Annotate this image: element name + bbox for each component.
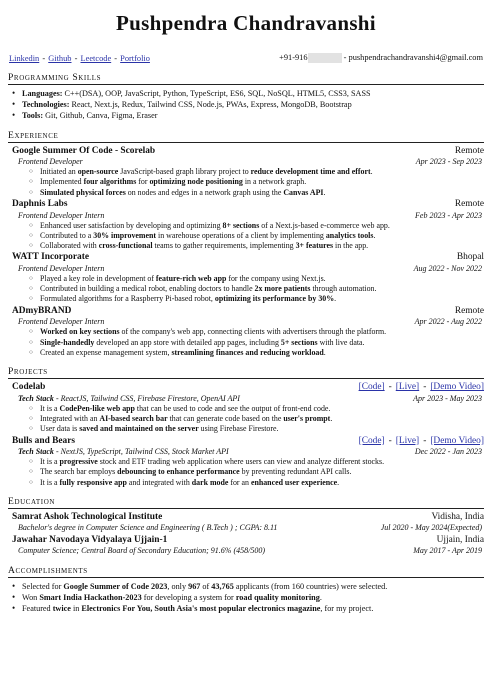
bullet-list [8, 327, 484, 358]
section-title: Experience [8, 130, 484, 143]
text-run: of a Next.js-based e-commerce web app. [259, 220, 390, 230]
text-run: using Firebase Firestore. [198, 424, 279, 434]
linkedin-link[interactable]: Linkedin [9, 53, 40, 63]
demo-video-link[interactable]: [Demo Video] [430, 382, 484, 393]
text-run: Contributed to a [40, 230, 94, 240]
bold-text: saved and maintained on the server [79, 424, 199, 434]
text-run: through automation. [310, 284, 377, 294]
portfolio-link[interactable]: Portfolio [120, 53, 150, 63]
list-item [40, 348, 484, 358]
tech-stack-values: - NextJS, TypeScript, Tailwind CSS, Stock Market API [53, 447, 229, 457]
list-item [40, 478, 484, 488]
list-item [40, 231, 484, 241]
email-address: - pushpendrachandravanshi4@gmail.com [343, 52, 483, 62]
job-role: Frontend Developer Intern [18, 317, 105, 327]
text-run: of the company's web app, connecting clients with advertisers through the platform. [119, 327, 387, 337]
text-run: developed an app store with detailed app pages, including [94, 337, 281, 347]
list-item [40, 414, 484, 424]
list-item [40, 284, 484, 294]
skill-label: Tools: [22, 111, 44, 121]
project-links [359, 382, 484, 394]
degree: Bachelor's degree in Computer Science and Engineering ( B.Tech ) ; CGPA: 8.11 [18, 523, 278, 533]
bold-text: CodePen-like web app [59, 403, 135, 413]
entry-subheader [8, 264, 484, 274]
skill-label: Languages: [22, 89, 63, 98]
text-run: in a network graph. [242, 177, 307, 187]
bold-text: analytics tools [325, 230, 374, 240]
leetcode-link[interactable]: Leetcode [80, 53, 112, 63]
bold-text: Simulated physical forces [40, 187, 126, 197]
bold-text: debouncing to enhance performance [117, 467, 240, 477]
bullet-list [8, 274, 484, 305]
tech-stack [18, 394, 240, 404]
bold-text: Canvas API [283, 187, 324, 197]
entry-location: Remote [454, 145, 484, 156]
entry-dates: Aug 2022 - Nov 2022 [413, 263, 482, 273]
text-run: for [136, 177, 150, 187]
link-separator: - [114, 53, 118, 63]
projects-list [8, 382, 484, 488]
school-name: Jawahar Navodaya Vidyalaya Ujjain-1 [12, 534, 168, 545]
text-run: that can generate code based on the [167, 413, 284, 423]
bold-text: Electronics For You, South Asia's most popular electronics magazine [81, 604, 321, 614]
list-item [40, 294, 484, 304]
list-item [40, 221, 484, 231]
entry-dates: Apr 2023 - May 2023 [413, 393, 482, 403]
profile-links [9, 54, 150, 63]
entry-dates: Dec 2022 - Jan 2023 [414, 447, 482, 457]
entry-subheader [8, 317, 484, 327]
text-run: It is a [40, 403, 60, 413]
text-run: in the app. [333, 241, 369, 251]
link-separator: - [423, 435, 427, 446]
bullet-list [8, 167, 484, 198]
text-run: Enhanced user satisfaction by developing and optimizing [40, 220, 223, 230]
link-separator: - [388, 435, 392, 446]
accomplishments-list [8, 581, 484, 615]
text-run: Collaborated with [40, 241, 99, 251]
entry-header [8, 382, 484, 394]
text-run: on nodes and edges in a network graph using the [125, 187, 284, 197]
entry-dates: Jul 2020 - May 2024(Expected) [380, 523, 482, 533]
bold-text: dark mode [191, 477, 229, 487]
project-name: Codelab [12, 382, 46, 393]
text-run: Contributed in building a medical robot, enabling doctors to handle [40, 284, 255, 294]
experience-entry [8, 146, 484, 198]
bold-text: 967 [188, 581, 201, 591]
entry-header [8, 512, 484, 524]
skills-list [8, 88, 484, 122]
text-run: Integrated with an [40, 413, 100, 423]
entry-location: Remote [454, 199, 484, 209]
experience-section [8, 130, 484, 359]
education-entry [8, 512, 484, 534]
entry-location: Vidisha, India [431, 511, 484, 522]
bold-text: enhanced user experience [250, 477, 338, 487]
bullet-list [8, 404, 484, 435]
text-run: Played a key role in development of [40, 273, 156, 283]
github-link[interactable]: Github [48, 53, 72, 63]
list-item [40, 327, 484, 337]
education-section [8, 496, 484, 557]
entry-header [8, 436, 484, 448]
text-run: . [323, 187, 326, 197]
text-run: , for my project. [320, 604, 374, 614]
company-name: ADmyBRAND [12, 305, 72, 316]
text-run: Selected for [22, 581, 64, 591]
text-run: stock and ETF trading web application where users can view and analyze different stocks. [97, 457, 385, 467]
bold-text: cross-functional [98, 241, 153, 251]
bullet-list [8, 457, 484, 488]
phone-number: +91-916 [279, 52, 308, 62]
text-run: It is a [40, 457, 60, 467]
list-item [40, 404, 484, 414]
text-run: User data is [40, 424, 80, 434]
entry-header [8, 252, 484, 264]
section-title: Projects [8, 366, 484, 379]
list-item [40, 424, 484, 434]
entry-dates: Apr 2023 - Sep 2023 [415, 157, 482, 167]
list-item [40, 274, 484, 284]
demo-video-link[interactable]: [Demo Video] [430, 435, 484, 446]
text-run: for an [228, 477, 251, 487]
list-item [22, 592, 484, 603]
entry-dates: Feb 2023 - Apr 2023 [415, 210, 482, 220]
text-run: by preventing redundant API calls. [239, 467, 352, 477]
company-name: Google Summer Of Code - Scorelab [12, 145, 156, 156]
entry-header [8, 146, 484, 158]
text-run: . [373, 230, 376, 240]
bold-text: Worked on key sections [40, 327, 120, 337]
bold-text: progressive [59, 457, 98, 467]
text-run: Initiated an [40, 167, 78, 177]
job-role: Frontend Developer [18, 157, 83, 167]
text-run: Formulated algorithms for a Raspberry Pi-based robot, [40, 294, 215, 304]
candidate-name: Pushpendra Chandravanshi [116, 11, 376, 35]
text-run: in warehouse operations of a client by implementing [156, 230, 326, 240]
text-run: JavaScript-based graph library project to [118, 167, 251, 177]
entry-dates: May 2017 - Apr 2019 [413, 546, 482, 556]
bold-text: twice [52, 604, 71, 614]
text-run: and integrated with [126, 477, 192, 487]
projects-section [8, 366, 484, 488]
link-separator: - [74, 53, 78, 63]
section-title: Programming Skills [8, 72, 484, 85]
bold-text: four algorithms [83, 177, 137, 187]
education-entry [8, 535, 484, 557]
text-run: . [370, 167, 373, 177]
entry-dates: Apr 2022 - Aug 2022 [414, 317, 482, 327]
text-run: of [200, 581, 212, 591]
tech-stack-label: Tech Stack [18, 393, 54, 403]
bold-text: road quality monitoring [235, 593, 320, 603]
bold-text: Single-handedly [40, 337, 95, 347]
bullet-list [8, 221, 484, 252]
text-run: It is a [40, 477, 60, 487]
entry-location: Bhopal [456, 252, 484, 263]
bold-text: open-source [77, 167, 119, 177]
degree: Computer Science; Central Board of Secondary Education; 91.6% (458/500) [18, 546, 265, 556]
text-run: teams to gather requirements, implementing [152, 241, 296, 251]
link-separator: - [423, 382, 427, 393]
bold-text: optimizing its performance by 30% [214, 294, 335, 304]
text-run: Created an expense management system, [40, 347, 172, 357]
skill-item [22, 88, 484, 99]
bold-text: reduce development time and effort [250, 167, 371, 177]
tech-stack [18, 447, 229, 457]
list-item [40, 188, 484, 198]
bold-text: 2x more patients [254, 284, 311, 294]
skill-item [22, 99, 484, 110]
bold-text: fully responsive app [59, 477, 127, 487]
tech-stack-label: Tech Stack [18, 447, 54, 457]
contact-info [279, 53, 483, 63]
text-run: The search bar employs [40, 467, 118, 477]
redacted-block [308, 53, 342, 63]
text-run: Implemented [40, 177, 84, 187]
entry-subheader [8, 157, 484, 167]
entry-header [8, 535, 484, 547]
list-item [22, 603, 484, 614]
experience-entry [8, 306, 484, 358]
education-list [8, 512, 484, 557]
job-role: Frontend Developer Intern [18, 210, 105, 220]
job-role: Frontend Developer Intern [18, 263, 105, 273]
experience-entry [8, 199, 484, 251]
live-link[interactable]: [Live] [395, 382, 420, 393]
text-run: . [337, 477, 340, 487]
entry-subheader [8, 546, 484, 557]
company-name: Daphnis Labs [12, 199, 68, 209]
text-run: with live data. [317, 337, 365, 347]
list-item [40, 338, 484, 348]
bold-text: streamlining finances and reducing workload [171, 347, 324, 357]
project-links [359, 436, 484, 448]
experience-list [8, 146, 484, 359]
project-entry [8, 436, 484, 488]
text-run: for the company using Next.js. [226, 273, 326, 283]
bold-text: optimizing node positioning [149, 177, 243, 187]
bold-text: Smart India Hackathon-2023 [39, 593, 142, 603]
list-item [40, 457, 484, 467]
link-separator: - [42, 53, 46, 63]
text-run: , only [167, 581, 189, 591]
project-entry [8, 382, 484, 434]
text-run: Featured [22, 604, 53, 614]
section-title: Education [8, 496, 484, 509]
bold-text: user's prompt [283, 413, 331, 423]
bold-text: AI-based search bar [99, 413, 168, 423]
bold-text: Google Summer of Code 2023 [63, 581, 168, 591]
skill-values: Git, Github, Canva, Figma, Eraser [43, 111, 158, 121]
text-run: . [319, 593, 322, 603]
entry-subheader [8, 211, 484, 221]
text-run: in [70, 604, 82, 614]
tech-stack-values: - ReactJS, Tailwind CSS, Firebase Firestore, OpenAI API [53, 393, 240, 403]
school-name: Samrat Ashok Technological Institute [12, 511, 163, 522]
bold-text: 30% improvement [93, 230, 157, 240]
entry-location: Remote [454, 305, 484, 316]
skills-section [8, 72, 484, 122]
link-separator: - [388, 382, 392, 393]
entry-location: Ujjain, India [436, 534, 484, 545]
experience-entry [8, 252, 484, 304]
entry-header [8, 199, 484, 211]
list-item [40, 177, 484, 187]
contact-bar [8, 52, 484, 64]
project-name: Bulls and Bears [12, 435, 76, 446]
text-run: applicants (from 160 countries) were selected. [233, 581, 388, 591]
entry-header [8, 306, 484, 318]
list-item [40, 167, 484, 177]
bold-text: 3+ features [295, 241, 334, 251]
text-run: . [330, 413, 333, 423]
section-title: Accomplishments [8, 565, 484, 578]
accomplishments-section [8, 565, 484, 615]
entry-subheader [8, 523, 484, 534]
code-link[interactable]: [Code] [358, 435, 385, 446]
bold-text: 43,765 [211, 581, 234, 591]
skill-label: Technologies: [22, 100, 70, 110]
code-link[interactable]: [Code] [358, 382, 385, 393]
bold-text: 8+ sections [222, 220, 260, 230]
list-item [22, 581, 484, 592]
entry-subheader [8, 394, 484, 404]
text-run: for developing a system for [141, 593, 236, 603]
skill-item [22, 110, 484, 121]
text-run: that can be used to code and see the output of front-end code. [134, 403, 331, 413]
bold-text: feature-rich web app [155, 273, 227, 283]
bold-text: 5+ sections [280, 337, 318, 347]
live-link[interactable]: [Live] [395, 435, 420, 446]
text-run: . [323, 347, 326, 357]
text-run: Won [22, 593, 40, 603]
text-run: . [334, 294, 337, 304]
list-item [40, 241, 484, 251]
list-item [40, 467, 484, 477]
company-name: WATT Incorporate [12, 252, 89, 263]
skill-values: C++(DSA), OOP, JavaScript, Python, TypeScript, ES6, SQL, NoSQL, HTML5, CSS3, SASS [62, 89, 371, 98]
skill-values: React, Next.js, Redux, Tailwind CSS, Node.js, PWAs, Express, MongoDB, Bootstrap [69, 100, 352, 110]
entry-subheader [8, 447, 484, 457]
